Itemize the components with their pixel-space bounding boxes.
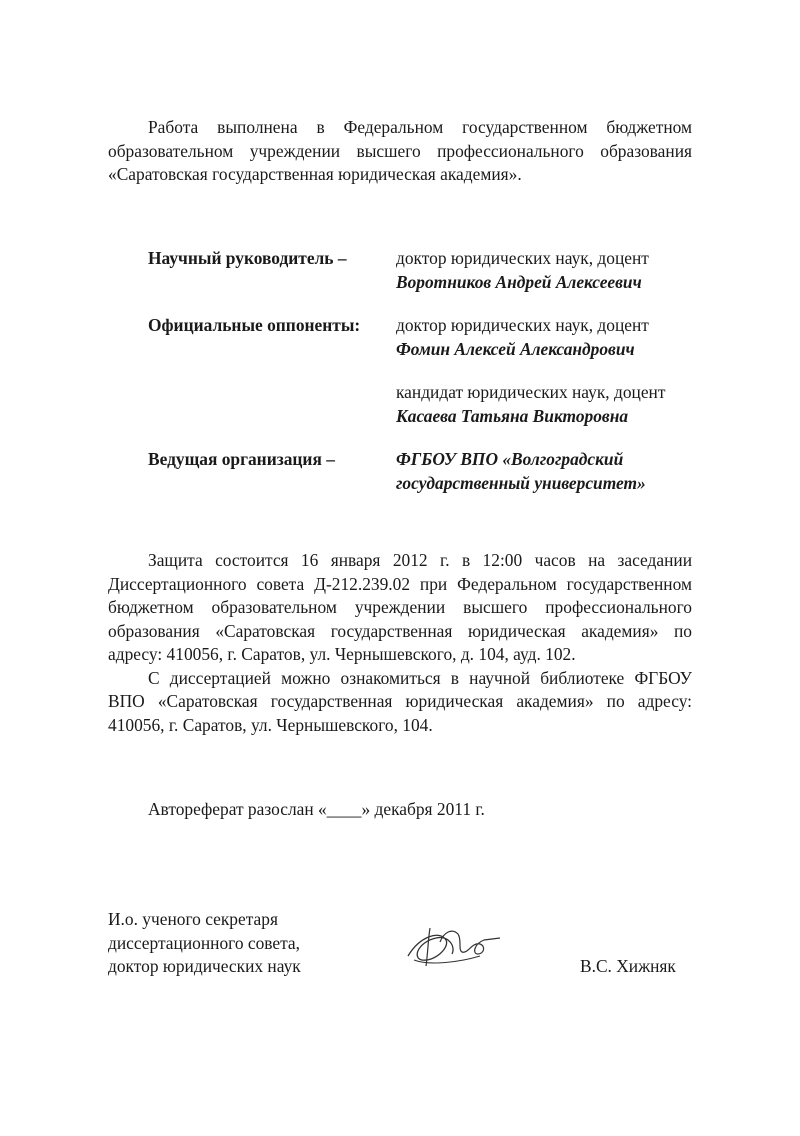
- handwritten-signature: [400, 916, 510, 972]
- intro-section: [108, 116, 692, 187]
- defense-section: [108, 549, 692, 737]
- library-paragraph: С диссертацией можно ознакомиться в научной библиотеке ФГБОУ ВПО «Саратовская государственная юридическая академия» по адресу: 410056, г. Саратов, ул. Чернышевского, 104.: [108, 667, 692, 735]
- opponent-2: [396, 381, 708, 428]
- lead-org-info: [396, 448, 708, 495]
- opponents-row: [148, 314, 708, 428]
- opponent-1-degree: доктор юридических наук, доцент: [396, 315, 649, 335]
- lead-org-row: [148, 448, 708, 495]
- opponent-2-degree: кандидат юридических наук, доцент: [396, 382, 666, 402]
- supervisor-degree: доктор юридических наук, доцент: [396, 248, 649, 268]
- defense-paragraph: Защита состоится 16 января 2012 г. в 12:00 часов на заседании Диссертационного совета Д-212.239.02 при Федеральном государственном бюджетном образовательном учреждении высшего профессионального образования «Саратовская государственная юридическая академия» по адресу: 410056, г. Саратов, ул. Чернышевского, д. 104, ауд. 102.: [108, 550, 692, 664]
- roles-section: [148, 247, 708, 515]
- signatory-position: И.о. ученого секретаря диссертационного совета, доктор юридических наук: [108, 909, 301, 976]
- supervisor-info: [396, 247, 708, 294]
- sent-section: [148, 798, 648, 822]
- supervisor-title: Научный руководитель –: [148, 248, 347, 268]
- intro-paragraph: Работа выполнена в Федеральном государственном бюджетном образовательном учреждении высшего профессионального образования «Саратовская государственная юридическая академия».: [108, 117, 692, 184]
- supervisor-row: [148, 247, 708, 294]
- supervisor-name: Воротников Андрей Алексеевич: [396, 271, 642, 292]
- sent-line: Автореферат разослан «____» декабря 2011 г.: [148, 799, 485, 819]
- opponents-info: [396, 314, 708, 428]
- lead-org-title: Ведущая организация –: [148, 449, 335, 469]
- opponents-title: Официальные оппоненты:: [148, 315, 361, 335]
- opponent-2-name: Касаева Татьяна Викторовна: [396, 405, 629, 426]
- lead-org-name: ФГБОУ ВПО «Волгоградский государственный университет»: [396, 449, 646, 493]
- signatory-name: В.С. Хижняк: [580, 956, 676, 976]
- opponent-1-name: Фомин Алексей Александрович: [396, 338, 635, 359]
